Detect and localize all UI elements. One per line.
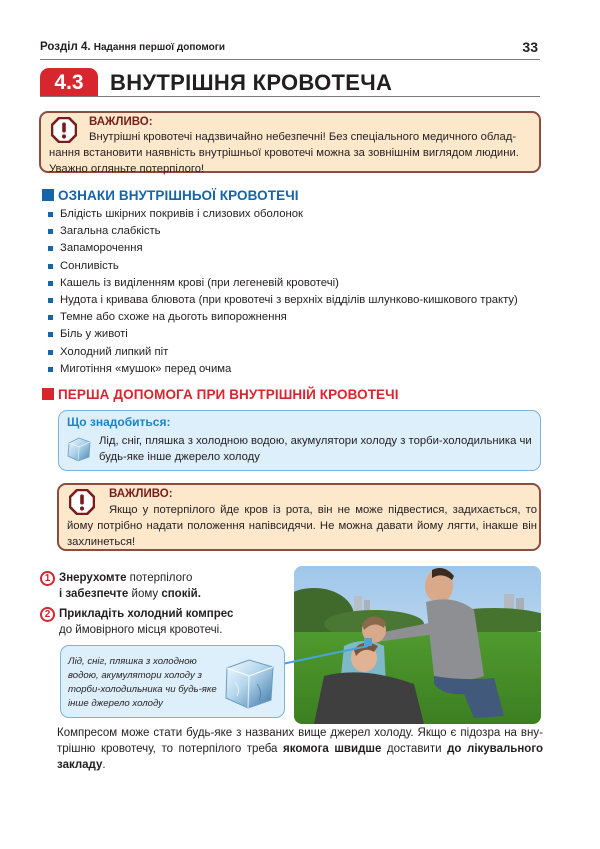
bullet-icon <box>48 332 53 337</box>
step-number-icon: 1 <box>40 571 55 586</box>
chapter-title <box>40 41 225 53</box>
list-item <box>46 258 546 275</box>
bullet-icon <box>48 246 53 251</box>
list-item-text: Темне або схоже на дьоготь випорожнення <box>60 311 287 324</box>
list-item-text: Сонливість <box>60 259 119 272</box>
step-bold: Прикладіть холодний компрес <box>59 608 234 620</box>
ice-cube-icon <box>221 654 279 712</box>
signs-title: ОЗНАКИ ВНУТРІШНЬОЇ КРОВОТЕЧІ <box>58 188 299 203</box>
list-item-text: Кашель із виділенням крові (при легеневій кровотечі) <box>60 276 339 289</box>
list-item-text: Запаморочення <box>60 242 143 255</box>
important-label: ВАЖЛИВО: <box>89 116 153 128</box>
need-text: Лід, сніг, пляшка з холодною водою, акумулятори холоду з торби-холодильника чи будь-яке інше джерело холоду <box>99 435 532 463</box>
closing-text: доставити <box>381 743 448 755</box>
list-item-text: Нудота і кривава блювота (при кровотечі з верхніх відділів шлунково-кишкового тракту) <box>60 293 518 306</box>
callout-box <box>60 645 285 718</box>
step-plain: йому <box>128 588 162 600</box>
section-number-badge: 4.3 <box>40 68 98 96</box>
list-item <box>46 206 546 223</box>
step-plain: потерпілого <box>126 572 193 584</box>
callout-connector <box>280 644 370 666</box>
what-you-need-box <box>58 410 541 471</box>
list-item <box>46 292 546 309</box>
list-item <box>46 361 546 378</box>
bullet-icon <box>48 229 53 234</box>
running-header <box>40 39 540 60</box>
chapter-prefix: Розділ 4. <box>40 41 91 53</box>
square-bullet-icon <box>42 388 54 400</box>
list-item <box>46 326 546 343</box>
closing-text: Компресом може стати будь-яке з названих вище джерел холоду. Якщо є підозра на внутрішню кровотечу, то потерпілого треба <box>57 727 543 755</box>
bullet-icon <box>48 264 53 269</box>
signs-heading <box>42 188 299 203</box>
bullet-icon <box>48 367 53 372</box>
important-text: Внутрішні кровотечі надзвичайно небезпечні! Без спеціального медичного обладнання встановити наявність внутрішньої кровотечі можна за зовнішнім виглядом людини. Уважно огляньте потерпілого! <box>49 131 519 175</box>
chapter-name: Надання першої допомоги <box>93 42 226 53</box>
step-text <box>59 570 299 602</box>
list-item <box>46 240 546 257</box>
important-label: ВАЖЛИВО: <box>109 488 173 500</box>
step-plain: до ймовірного місця кровотечі. <box>59 624 223 636</box>
closing-bold: до лікувального закладу <box>57 743 543 771</box>
need-label: Що знадобиться: <box>67 415 171 429</box>
list-item <box>46 309 546 326</box>
first-aid-heading <box>42 387 399 402</box>
list-item-text: Холодний липкий піт <box>60 345 169 358</box>
ice-cube-icon <box>65 435 93 463</box>
signs-list <box>46 206 546 378</box>
bullet-icon <box>48 350 53 355</box>
section-heading <box>40 68 540 97</box>
list-item <box>46 344 546 361</box>
closing-bold: якомога швидше <box>283 743 382 755</box>
closing-paragraph <box>57 725 543 773</box>
list-item-text: Загальна слабкість <box>60 225 161 238</box>
bullet-icon <box>48 212 53 217</box>
important-box <box>39 111 541 173</box>
page-number: 33 <box>522 39 538 55</box>
first-aid-title: ПЕРША ДОПОМОГА ПРИ ВНУТРІШНІЙ КРОВОТЕЧІ <box>58 387 399 402</box>
list-item-text: Блідість шкірних покривів і слизових оболонок <box>60 208 303 220</box>
list-item-text: Біль у животі <box>60 328 128 341</box>
step-bold: спокій. <box>161 588 201 600</box>
list-item <box>46 223 546 240</box>
step-bold: і забезпечте <box>59 588 129 600</box>
list-item <box>46 275 546 292</box>
bullet-icon <box>48 315 53 320</box>
section-title: ВНУТРІШНЯ КРОВОТЕЧА <box>110 70 393 95</box>
important-box <box>57 483 541 551</box>
list-item-text: Миготіння «мушок» перед очима <box>60 362 232 375</box>
important-text: Якщо у потерпілого йде кров із рота, він не може підвестися, задихається, то йому потрібно надати положення напівсидячи. Не можна давати йому лягти, інакше він захлинеться! <box>67 504 537 548</box>
callout-text: Лід, сніг, пляшка з холодною водою, акумулятори холоду з торби-холодильника чи будь-яке інше джерело холоду <box>68 656 217 709</box>
step-bold: Знерухомте <box>59 572 127 584</box>
step-text <box>59 606 299 638</box>
closing-text: . <box>102 759 106 771</box>
bullet-icon <box>48 298 53 303</box>
square-bullet-icon <box>42 189 54 201</box>
bullet-icon <box>48 281 53 286</box>
step-number-icon: 2 <box>40 607 55 622</box>
